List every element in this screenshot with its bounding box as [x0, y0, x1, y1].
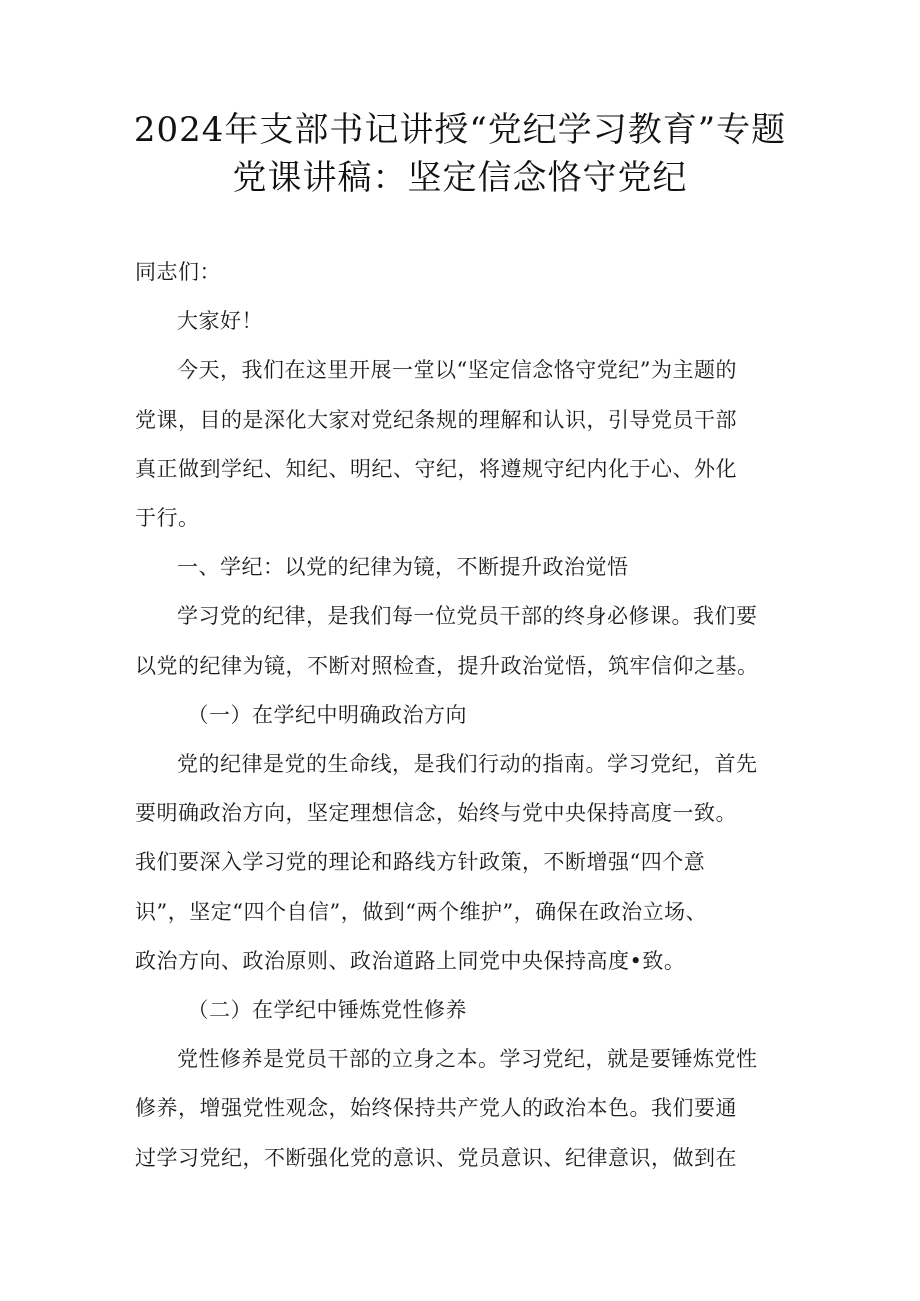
subsection-1-paragraph	[135, 740, 800, 986]
subsection-1-line: 党的纪律是党的生命线，是我们行动的指南。学习党纪，首先	[177, 752, 758, 777]
subsection-2-line: 党性修养是党员干部的立身之本。学习党纪，就是要锤炼党性	[177, 1047, 758, 1072]
subsection-2-line: 过学习党纪，不断强化党的意识、党员意识、纪律意识，做到在	[135, 1145, 737, 1170]
subsection-2-line: 修养，增强党性观念，始终保持共产党人的政治本色。我们要通	[135, 1096, 737, 1121]
intro-line: 于行。	[135, 506, 200, 531]
subsection-2-paragraph	[135, 1035, 800, 1183]
section-1-heading: 一、学纪：以党的纪律为镜，不断提升政治觉悟	[177, 555, 629, 580]
greeting: 大家好！	[177, 309, 263, 334]
intro-line: 今天，我们在这里开展一堂以“坚定信念恪守党纪”为主题的	[177, 358, 737, 383]
intro-line: 党课，目的是深化大家对党纪条规的理解和认识，引导党员干部	[135, 407, 737, 432]
subsection-1-line: 要明确政治方向，坚定理想信念，始终与党中央保持高度一致。	[135, 801, 737, 826]
subsection-1-heading: （一）在学纪中明确政治方向	[187, 702, 467, 727]
intro-line: 真正做到学纪、知纪、明纪、守纪，将遵规守纪内化于心、外化	[135, 456, 737, 481]
document-body	[135, 248, 800, 1183]
document-title-line-1: 2024年支部书记讲授“党纪学习教育”专题	[133, 110, 787, 150]
subsection-1-line: 识”，坚定“四个自信”，做到“两个维护”，确保在政治立场、	[135, 899, 708, 924]
section-1-line: 以党的纪律为镜，不断对照检查，提升政治觉悟，筑牢信仰之基。	[135, 653, 759, 678]
intro-paragraph	[135, 346, 800, 543]
subsection-2-heading: （二）在学纪中锤炼党性修养	[187, 998, 467, 1023]
salutation: 同志们：	[135, 260, 221, 284]
document-title-line-2: 党课讲稿：坚定信念恪守党纪	[232, 158, 688, 198]
subsection-1-line: 政治方向、政治原则、政治道路上同党中央保持高度•致。	[135, 948, 686, 973]
subsection-1-line: 我们要深入学习党的理论和路线方针政策，不断增强“四个意	[135, 850, 706, 875]
section-1-line: 学习党的纪律，是我们每一位党员干部的终身必修课。我们要	[177, 604, 758, 629]
section-1-paragraph	[135, 592, 800, 690]
